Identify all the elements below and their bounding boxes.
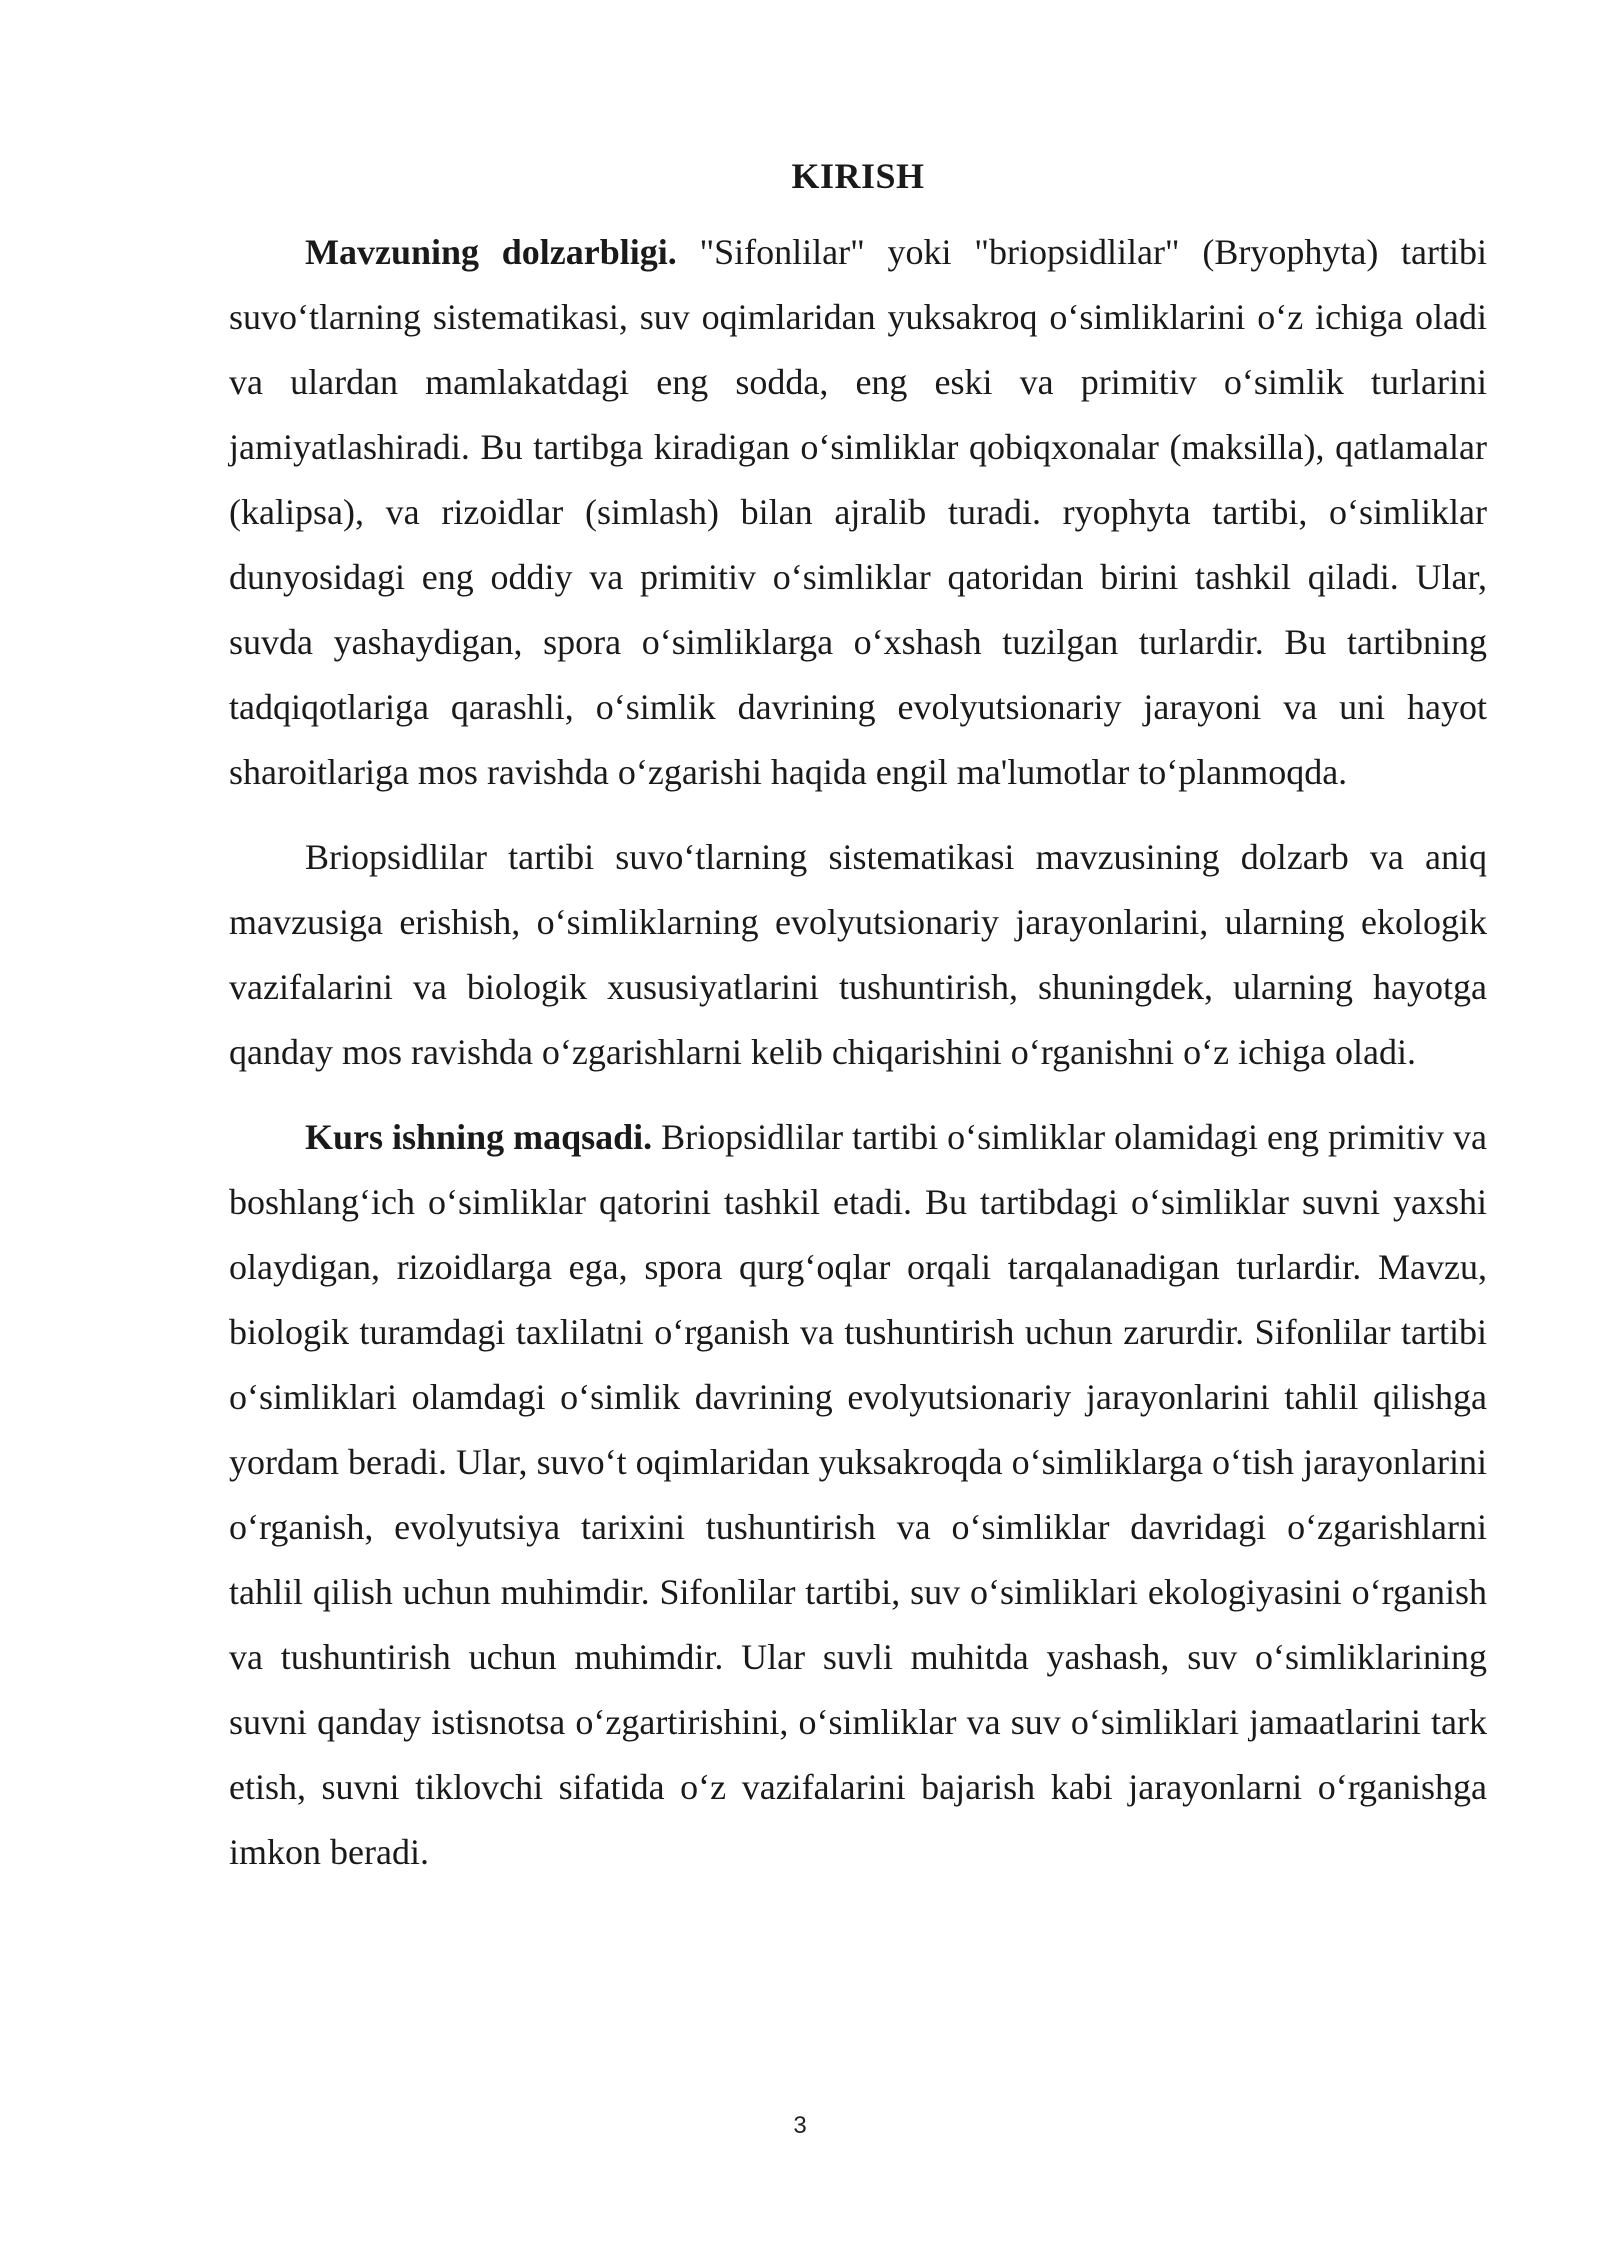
document-page xyxy=(229,150,1487,1905)
paragraph-text-topic: Briopsidlilar tartibi suvo‘tlarning sistematikasi mavzusining dolzarb va aniq mavzusiga erishish, o‘simliklarning evolyutsionariy jarayonlarini, ularning ekologik vazifalarini va biologik xususiyatlarini tushuntirish, shuningdek, ularning hayotga qanday mos ravishda o‘zgarishlarni kelib chiqarishini o‘rganishni o‘z ichiga oladi. xyxy=(229,837,1487,1072)
paragraph-relevance xyxy=(229,220,1487,805)
paragraph-lead-relevance: Mavzuning dolzarbligi. xyxy=(305,232,677,272)
paragraph-text-relevance: "Sifonlilar" yoki "briopsidlilar" (Bryophyta) tartibi suvo‘tlarning sistematikasi, suv oqimlaridan yuksakroq o‘simliklarini o‘z ichiga oladi va ulardan mamlakatdagi eng sodda, eng eski va primitiv o‘simlik turlarini jamiyatlashiradi. Bu tartibga kiradigan o‘simliklar qobiqxonalar (maksilla), qatlamalar (kalipsa), va rizoidlar (simlash) bilan ajralib turadi. ryophyta tartibi, o‘simliklar dunyosidagi eng oddiy va primitiv o‘simliklar qatoridan birini tashkil qiladi. Ular, suvda yashaydigan, spora o‘simliklarga o‘xshash tuzilgan turlardir. Bu tartibning tadqiqotlariga qarashli, o‘simlik davrining evolyutsionariy jarayoni va uni hayot sharoitlariga mos ravishda o‘zgarishi haqida engil ma'lumotlar to‘planmoqda. xyxy=(229,232,1487,792)
section-title: KIRISH xyxy=(791,156,925,196)
paragraph-topic xyxy=(229,825,1487,1085)
paragraph-goal xyxy=(229,1105,1487,1885)
page-number: 3 xyxy=(793,2112,807,2139)
paragraph-lead-goal: Kurs ishning maqsadi. xyxy=(305,1117,653,1157)
paragraph-text-goal: Briopsidlilar tartibi o‘simliklar olamidagi eng primitiv va boshlang‘ich o‘simliklar qatorini tashkil etadi. Bu tartibdagi o‘simliklar suvni yaxshi olaydigan, rizoidlarga ega, spora qurg‘oqlar orqali tarqalanadigan turlardir. Mavzu, biologik turamdagi taxlilatni o‘rganish va tushuntirish uchun zarurdir. Sifonlilar tartibi o‘simliklari olamdagi o‘simlik davrining evolyutsionariy jarayonlarini tahlil qilishga yordam beradi. Ular, suvo‘t oqimlaridan yuksakroqda o‘simliklarga o‘tish jarayonlarini o‘rganish, evolyutsiya tarixini tushuntirish va o‘simliklar davridagi o‘zgarishlarni tahlil qilish uchun muhimdir. Sifonlilar tartibi, suv o‘simliklari ekologiyasini o‘rganish va tushuntirish uchun muhimdir. Ular suvli muhitda yashash, suv o‘simliklarining suvni qanday istisnotsa o‘zgartirishini, o‘simliklar va suv o‘simliklari jamaatlarini tark etish, suvni tiklovchi sifatida o‘z vazifalarini bajarish kabi jarayonlarni o‘rganishga imkon beradi. xyxy=(229,1117,1487,1872)
